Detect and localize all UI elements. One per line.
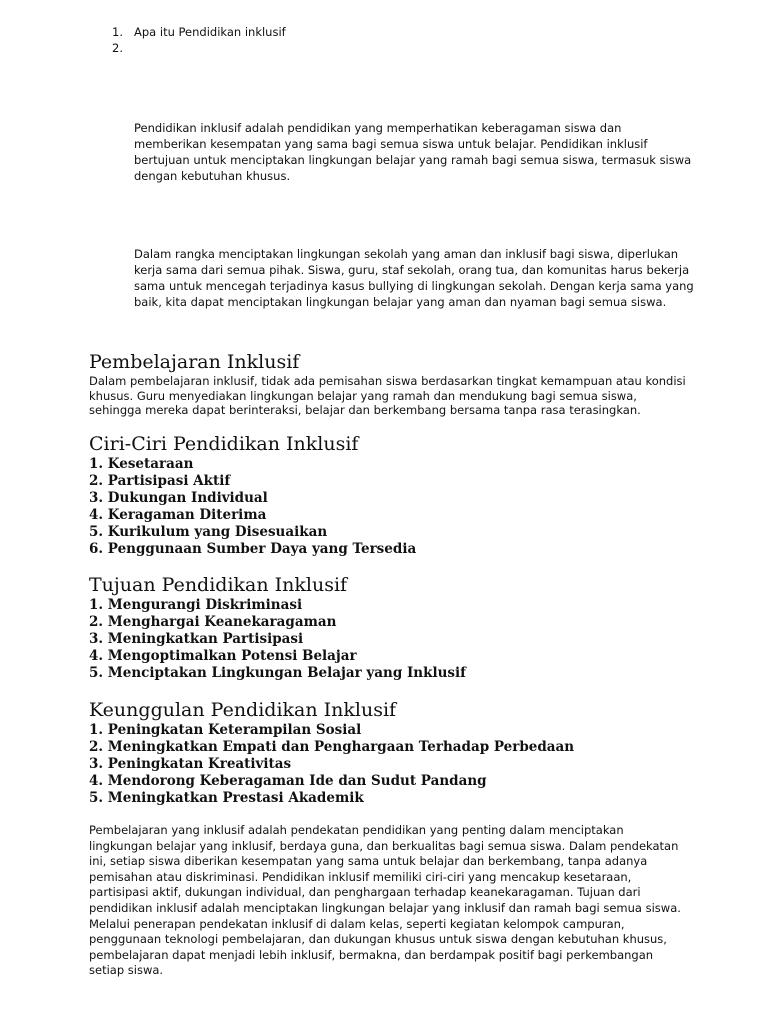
section-tujuan xyxy=(89,573,689,682)
top-list-item xyxy=(112,24,672,40)
intro-paragraph-definition: Pendidikan inklusif adalah pendidikan yang memperhatikan keberagaman siswa dan memberikan kesempatan yang sama bagi semua siswa untuk belajar. Pendidikan inklusif bertujuan untuk menciptakan lingkungan belajar yang ramah bagi semua siswa, termasuk siswa dengan kebutuhan khusus. xyxy=(134,121,692,183)
intro-paragraph-bullying: Dalam rangka menciptakan lingkungan sekolah yang aman dan inklusif bagi siswa, diperlukan kerja sama dari semua pihak. Siswa, guru, staf sekolah, orang tua, dan komunitas harus bekerja sama untuk mencegah terjadinya kasus bullying di lingkungan sekolah. Dengan kerja sama yang baik, kita dapat menciptakan lingkungan belajar yang aman dan nyaman bagi semua siswa. xyxy=(134,247,694,309)
list-number: 2. xyxy=(112,41,123,55)
section-heading: Keunggulan Pendidikan Inklusif xyxy=(89,699,397,721)
list-item: 2. Menghargai Keanekaragaman xyxy=(89,614,337,630)
keunggulan-list xyxy=(89,722,689,807)
list-item: 2. Partisipasi Aktif xyxy=(89,473,231,489)
list-text: Apa itu Pendidikan inklusif xyxy=(134,25,286,39)
list-item: 1. Mengurangi Diskriminasi xyxy=(89,597,303,613)
list-item: 1. Kesetaraan xyxy=(89,456,194,472)
list-item: 4. Keragaman Diterima xyxy=(89,507,267,523)
section-body: Dalam pembelajaran inklusif, tidak ada pemisahan siswa berdasarkan tingkat kemampuan atau kondisi khusus. Guru menyediakan lingkungan belajar yang ramah dan mendukung bagi semua siswa, sehingga mereka dapat berinteraksi, belajar dan berkembang bersama tanpa rasa terasingkan. xyxy=(89,374,686,417)
list-item: 6. Penggunaan Sumber Daya yang Tersedia xyxy=(89,541,417,557)
list-item: 3. Dukungan Individual xyxy=(89,490,268,506)
list-item: 3. Peningkatan Kreativitas xyxy=(89,756,292,772)
section-ciri-ciri xyxy=(89,432,689,558)
section-heading: Ciri-Ciri Pendidikan Inklusif xyxy=(89,433,359,455)
list-item: 4. Mendorong Keberagaman Ide dan Sudut Pandang xyxy=(89,773,487,789)
top-list-item xyxy=(112,40,672,56)
list-item: 5. Menciptakan Lingkungan Belajar yang Inklusif xyxy=(89,665,466,681)
list-item: 3. Meningkatkan Partisipasi xyxy=(89,631,304,647)
section-heading: Tujuan Pendidikan Inklusif xyxy=(89,574,348,596)
list-item: 5. Meningkatkan Prestasi Akademik xyxy=(89,790,364,806)
top-numbered-list xyxy=(112,24,672,56)
section-heading: Pembelajaran Inklusif xyxy=(89,351,300,373)
list-item: 1. Peningkatan Keterampilan Sosial xyxy=(89,722,362,738)
list-item: 5. Kurikulum yang Disesuaikan xyxy=(89,524,328,540)
list-item: 2. Meningkatkan Empati dan Penghargaan Terhadap Perbedaan xyxy=(89,739,575,755)
list-number: 1. xyxy=(112,25,123,39)
section-pembelajaran-inklusif xyxy=(89,350,689,418)
ciri-list xyxy=(89,456,689,558)
tujuan-list xyxy=(89,597,689,682)
closing-paragraph: Pembelajaran yang inklusif adalah pendekatan pendidikan yang penting dalam menciptakan lingkungan belajar yang inklusif, berdaya guna, dan berkualitas bagi semua siswa. Dalam pendekatan ini, setiap siswa diberikan kesempatan yang sama untuk belajar dan berkembang, tanpa adanya pemisahan atau diskriminasi. Pendidikan inklusif memiliki ciri-ciri yang mencakup kesetaraan, partisipasi aktif, dukungan individual, dan penghargaan terhadap keanekaragaman. Tujuan dari pendidikan inklusif adalah menciptakan lingkungan belajar yang inklusif dan ramah bagi semua siswa. Melalui penerapan pendekatan inklusif di dalam kelas, seperti kegiatan kelompok campuran, penggunaan teknologi pembelajaran, dan dukungan khusus untuk siswa dengan kebutuhan khusus, pembelajaran dapat menjadi lebih inklusif, bermakna, dan berdampak positif bagi perkembangan setiap siswa. xyxy=(89,823,681,978)
list-item: 4. Mengoptimalkan Potensi Belajar xyxy=(89,648,357,664)
section-keunggulan xyxy=(89,698,689,807)
